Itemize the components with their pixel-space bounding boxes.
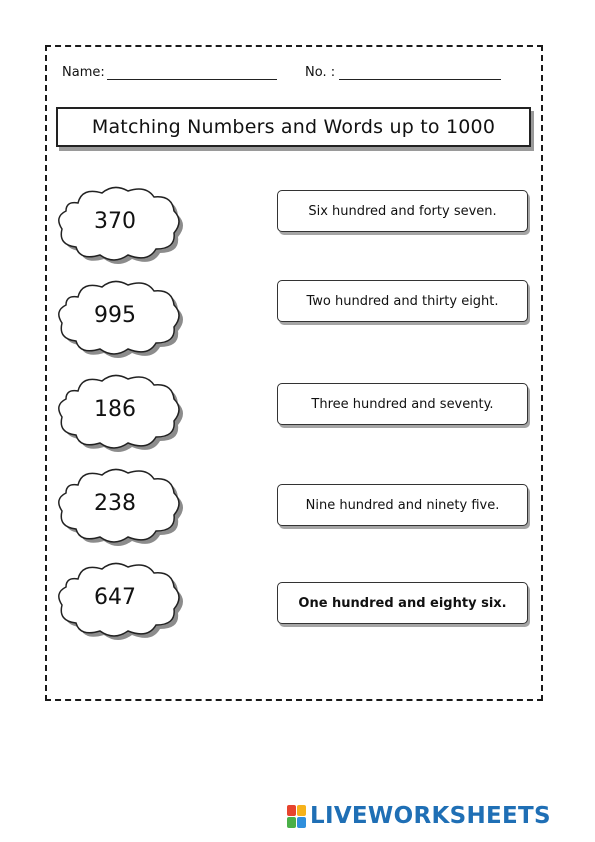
logo-square-yellow: [297, 805, 306, 816]
word-box-4[interactable]: [277, 484, 528, 526]
liveworksheets-brand: [287, 803, 551, 829]
number-value: 186: [94, 396, 136, 422]
brand-wordmark: LIVEWORKSHEETS: [310, 803, 551, 829]
number-cloud-2[interactable]: [56, 277, 184, 357]
worksheet-title: [56, 107, 531, 147]
name-blank[interactable]: [107, 65, 277, 80]
logo-square-green: [287, 817, 296, 828]
logo-square-blue: [297, 817, 306, 828]
liveworksheets-logo-icon: [287, 805, 306, 828]
word-box-5[interactable]: [277, 582, 528, 624]
number-field[interactable]: [305, 65, 501, 80]
word-text: Nine hundred and ninety five.: [305, 497, 500, 513]
number-value: 995: [94, 302, 136, 328]
word-text: Six hundred and forty seven.: [308, 203, 497, 219]
number-value: 238: [94, 490, 136, 516]
word-box-1[interactable]: [277, 190, 528, 232]
number-value: 370: [94, 208, 136, 234]
word-box-2[interactable]: [277, 280, 528, 322]
word-box-3[interactable]: [277, 383, 528, 425]
number-value: 647: [94, 584, 136, 610]
number-cloud-3[interactable]: [56, 371, 184, 451]
worksheet-title-text: Matching Numbers and Words up to 1000: [91, 116, 496, 138]
word-text: One hundred and eighty six.: [298, 595, 507, 611]
name-label: Name:: [62, 65, 105, 80]
word-text: Three hundred and seventy.: [311, 396, 494, 412]
number-cloud-5[interactable]: [56, 559, 184, 639]
word-text: Two hundred and thirty eight.: [306, 293, 499, 309]
number-cloud-1[interactable]: [56, 183, 184, 263]
number-cloud-4[interactable]: [56, 465, 184, 545]
number-blank[interactable]: [339, 65, 501, 80]
logo-square-red: [287, 805, 296, 816]
name-field[interactable]: [62, 65, 277, 80]
number-label: No. :: [305, 65, 336, 80]
